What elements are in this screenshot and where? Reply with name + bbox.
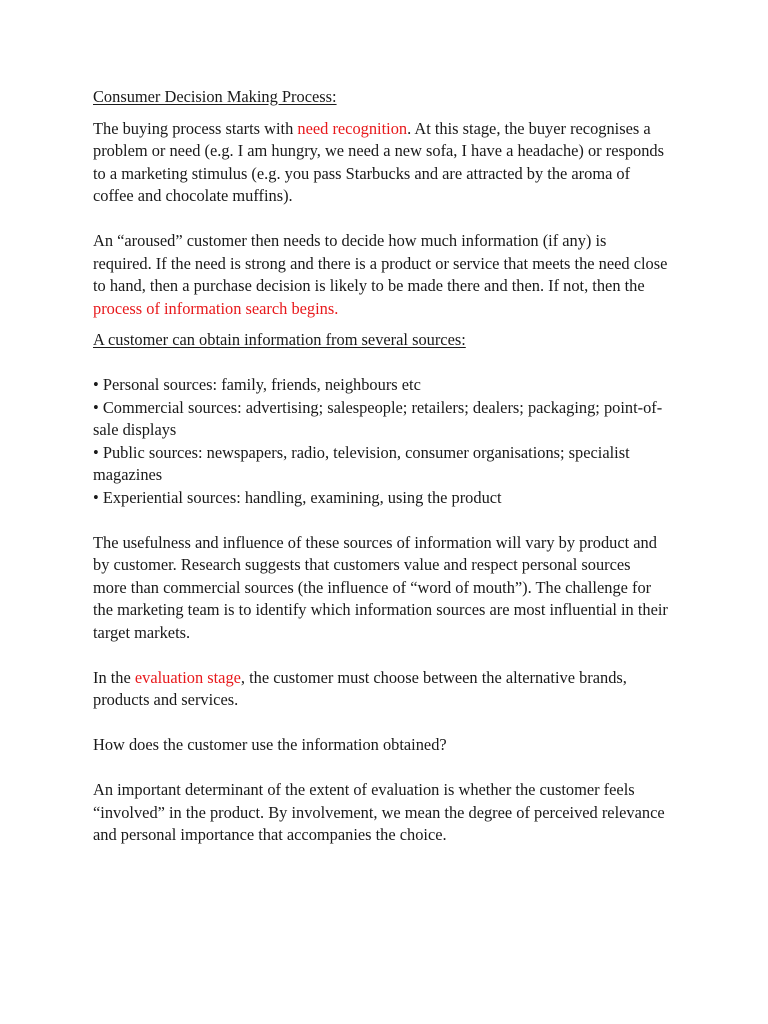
document-title: Consumer Decision Making Process: [93, 87, 337, 106]
p1-text-after: . At this stage, the buyer recognises a problem or need (e.g. I am hungry, we need a new sofa, I have a headache) or responds to a marketing stimulus (e.g. you pass Starbucks and are attracted by the aroma of coffee and chocolate muffins). [93, 118, 665, 205]
source-item-public: • Public sources: newspapers, radio, television, consumer organisations; specialist magazines [93, 442, 668, 487]
paragraph-information-search [93, 230, 668, 320]
sources-heading: A customer can obtain information from several sources: [93, 330, 466, 349]
p4-text-before: In the [93, 667, 135, 687]
paragraph-involvement: An important determinant of the extent of evaluation is whether the customer feels “involved” in the product. By involvement, we mean the degree of perceived relevance and personal importance that accompanies the choice. [93, 780, 665, 844]
sources-list [93, 374, 668, 509]
p2-text-before: An “aroused” customer then needs to decide how much information (if any) is required. If the need is strong and there is a product or service that meets the need close to hand, then a purchase decision is likely to be made there and then. If not, then the [93, 231, 668, 295]
source-item-commercial: • Commercial sources: advertising; salespeople; retailers; dealers; packaging; point-of-sale displays [93, 397, 668, 442]
paragraph-question: How does the customer use the information obtained? [93, 735, 447, 754]
source-item-experiential: • Experiential sources: handling, examining, using the product [93, 487, 668, 510]
highlight-information-search: process of information search begins. [93, 298, 339, 318]
highlight-evaluation-stage: evaluation stage [134, 667, 241, 687]
p4-text-after: , the customer must choose between the alternative brands, products and services. [93, 667, 627, 709]
p1-text-before: The buying process starts with [93, 118, 298, 138]
paragraph-source-influence: The usefulness and influence of these sources of information will vary by product and by customer. Research suggests that customers value and respect personal sources more than commercial sources (the influence of “word of mouth”). The challenge for the marketing team is to identify which information sources are most influential in their target markets. [93, 532, 668, 642]
paragraph-need-recognition [93, 118, 668, 208]
source-item-personal: • Personal sources: family, friends, neighbours etc [93, 374, 668, 397]
highlight-need-recognition: need recognition [297, 118, 408, 138]
paragraph-evaluation-stage [93, 667, 668, 712]
